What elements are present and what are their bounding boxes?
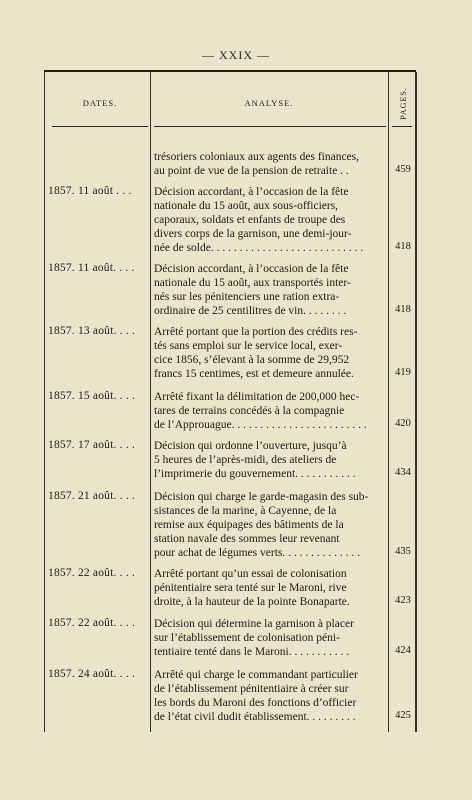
analysis-line: nationale du 15 août, aux sous-officiers, (154, 200, 339, 212)
entry-analysis (154, 390, 386, 432)
column-header-pages-label: PAGES. (398, 86, 408, 120)
entry-analysis (154, 325, 386, 381)
analysis-line: Décision accordant, à l’occasion de la fête (154, 186, 349, 198)
entry-date: 1857. 22 août. . . . (48, 567, 136, 579)
header-rule (392, 126, 412, 127)
entry-analysis (154, 617, 386, 659)
analysis-line: Décision accordant, à l’occasion de la fête (154, 263, 349, 275)
entry-analysis (154, 185, 386, 255)
entry-page: 425 (395, 710, 411, 721)
analysis-line: francs 15 centimes, est et demeure annulée. (154, 368, 354, 380)
entry-date: 1857. 13 août. . . . (48, 325, 136, 337)
entry-page: 418 (395, 304, 411, 315)
analysis-line: Arrêté portant que la portion des crédits res- (154, 326, 358, 338)
entry-analysis (154, 439, 386, 481)
entry-date: 1857. 24 août. . . . (48, 668, 136, 680)
entry-date: 1857. 11 août. . . . (48, 262, 135, 274)
analysis-line: tés sans emploi sur le service local, exer- (154, 340, 343, 352)
analysis-line: de l’établissement pénitentiaire à créer sur (154, 683, 349, 695)
analysis-line: de l’état civil dudit établissement. . . . . . . . . (154, 711, 356, 723)
entry-page: 419 (395, 367, 411, 378)
entry-date: 1857. 21 août. . . . (48, 490, 136, 502)
header-rule (154, 126, 386, 127)
entry-date: 1857. 22 août. . . . (48, 617, 136, 629)
analysis-line: tares de terrains concédés à la compagnie (154, 405, 345, 417)
analysis-line: de l’Approuague. . . . . . . . . . . . . . . . . . . . . . . . (154, 419, 367, 431)
analysis-line: trésoriers coloniaux aux agents des finances, (154, 151, 360, 163)
table-rule-dates (150, 72, 151, 732)
entry-analysis (154, 668, 386, 724)
column-header-pages (390, 80, 416, 126)
header-rule (52, 126, 148, 127)
entry-page: 418 (395, 241, 411, 252)
analysis-line: Décision qui charge le garde-magasin des sub- (154, 491, 369, 503)
entry-page: 423 (395, 595, 411, 606)
entry-analysis (154, 262, 386, 318)
analysis-line: sur l’établissement de colonisation péni- (154, 632, 340, 644)
entry-analysis (154, 150, 386, 178)
entry-page: 435 (395, 546, 411, 557)
index-table (44, 70, 416, 732)
analysis-line: Arrêté fixant la délimitation de 200,000 hec- (154, 391, 360, 403)
analysis-line: ordinaire de 25 centilitres de vin. . . . . . . . (154, 305, 347, 317)
analysis-line: cice 1856, s’élevant à la somme de 29,952 (154, 354, 350, 366)
analysis-line: remise aux équipages des bâtiments de la (154, 519, 344, 531)
column-header-dates: DATES. (82, 98, 118, 108)
analysis-line: Décision qui détermine la garnison à placer (154, 618, 354, 630)
column-header-analyse: ANALYSE. (244, 98, 294, 108)
analysis-line: Arrêté portant qu’un essai de colonisation (154, 568, 347, 580)
analysis-line: pénitentiaire sera tenté sur le Maroni, rive (154, 582, 347, 594)
analysis-line: sistances de la marine, à Cayenne, de la (154, 505, 337, 517)
analysis-line: pour achat de légumes verts. . . . . . . . . . . . . . (154, 547, 360, 559)
page-number: — XXIX — (202, 48, 270, 62)
analysis-line: station navale des sommes leur revenant (154, 533, 340, 545)
analysis-line: au point de vue de la pension de retraite . . (154, 165, 349, 177)
analysis-line: 5 heures de l’après-midi, des ateliers de (154, 454, 337, 466)
table-rule-left (44, 72, 45, 732)
entry-page: 434 (395, 467, 411, 478)
analysis-line: caporaux, soldats et enfants de troupe des (154, 214, 346, 226)
analysis-line: nationale du 15 août, aux transportés inter- (154, 277, 351, 289)
analysis-line: tentiaire tenté dans le Maroni. . . . . . . . . . . (154, 646, 350, 658)
entry-date: 1857. 17 août. . . . (48, 439, 136, 451)
table-rule-analyse (388, 72, 389, 732)
analysis-line: divers corps de la garnison, une demi-jour- (154, 228, 352, 240)
analysis-line: née de solde. . . . . . . . . . . . . . . . . . . . . . . . . . . (154, 242, 364, 254)
entry-page: 459 (395, 164, 411, 175)
entry-analysis (154, 490, 386, 560)
entry-page: 424 (395, 645, 411, 656)
analysis-line: droite, à la hauteur de la pointe Bonaparte. (154, 596, 350, 608)
analysis-line: Décision qui ordonne l’ouverture, jusqu’à (154, 440, 347, 452)
analysis-line: les bords du Maroni des fonctions d’officier (154, 697, 357, 709)
entry-date: 1857. 15 août. . . . (48, 390, 136, 402)
entry-page: 420 (395, 418, 411, 429)
entry-date: 1857. 11 août . . . (48, 185, 132, 197)
analysis-line: nés sur les pénitenciers une ration extra- (154, 291, 340, 303)
analysis-line: l’imprimerie du gouvernement. . . . . . . . . . . (154, 468, 356, 480)
entry-analysis (154, 567, 386, 609)
analysis-line: Arrêté qui charge le commandant particulier (154, 669, 358, 681)
